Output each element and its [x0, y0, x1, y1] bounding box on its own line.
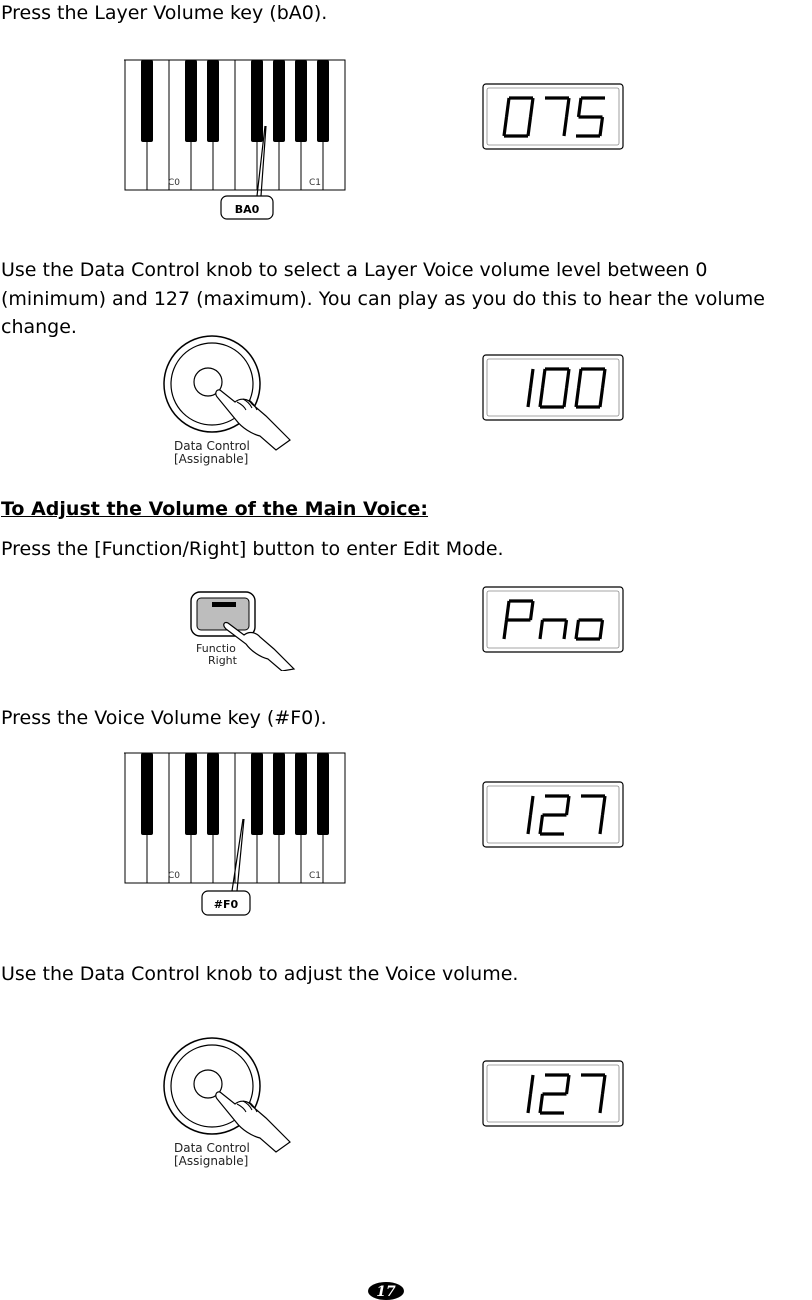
- black-key: [317, 753, 329, 835]
- section-heading: To Adjust the Volume of the Main Voice:: [1, 498, 429, 520]
- data-control-knob: [160, 1034, 300, 1174]
- step-text: Use the Data Control knob to select a Layer Voice volume level between 0 (minimum) and 127 (maximum). You can play as you do this to hear the volume change.: [1, 259, 765, 338]
- key-label-c0: C0: [168, 871, 181, 881]
- knob-sublabel: [Assignable]: [174, 452, 249, 466]
- page-number: [367, 1280, 405, 1300]
- button-sublabel: Right: [208, 654, 237, 667]
- black-key: [185, 753, 197, 835]
- black-key: [185, 60, 197, 142]
- black-key: [141, 60, 153, 142]
- lcd-value: 127: [482, 781, 484, 782]
- black-key: [207, 753, 219, 835]
- step-text: Press the [Function/Right] button to enter Edit Mode.: [1, 538, 504, 560]
- knob-label: Data Control: [174, 439, 250, 453]
- lcd-value: 075: [482, 83, 484, 84]
- black-key: [273, 753, 285, 835]
- lcd-value: 100: [482, 354, 484, 355]
- black-key: [295, 753, 307, 835]
- key-label-c1: C1: [309, 178, 322, 188]
- step-text: Press the Voice Volume key (#F0).: [1, 707, 327, 729]
- page-number-text: 17: [376, 1284, 396, 1300]
- knob-label: Data Control: [174, 1141, 250, 1155]
- black-key: [251, 60, 263, 142]
- keyboard-diagram: [124, 751, 346, 917]
- black-key: [295, 60, 307, 142]
- button-label: Functio: [196, 642, 236, 655]
- step-text: Press the Layer Volume key (bA0).: [1, 2, 328, 24]
- key-label-c0: C0: [168, 178, 181, 188]
- key-callout-label: #F0: [213, 898, 239, 911]
- lcd-value: 127: [482, 1060, 484, 1061]
- keyboard-diagram: [124, 58, 346, 220]
- black-key: [207, 60, 219, 142]
- lcd-display: [482, 83, 624, 150]
- lcd-display: [482, 586, 624, 653]
- lcd-display: [482, 781, 624, 848]
- knob-sublabel: [Assignable]: [174, 1154, 249, 1168]
- key-callout-label: BA0: [234, 203, 260, 216]
- step-text: Use the Data Control knob to adjust the Voice volume.: [1, 963, 519, 985]
- black-key: [251, 753, 263, 835]
- function-right-button: [188, 589, 298, 671]
- black-key: [141, 753, 153, 835]
- lcd-display: [482, 354, 624, 421]
- black-key: [273, 60, 285, 142]
- lcd-value: Pno: [482, 586, 484, 587]
- key-label-c1: C1: [309, 871, 322, 881]
- lcd-display: [482, 1060, 624, 1127]
- data-control-knob: [160, 332, 300, 472]
- black-key: [317, 60, 329, 142]
